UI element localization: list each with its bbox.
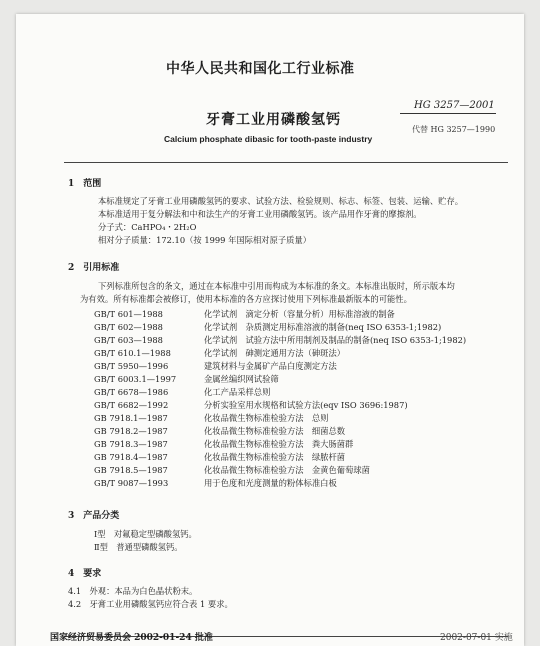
classification-line: Ⅰ型 对氟稳定型磷酸氢钙。 <box>94 529 197 539</box>
reference-item: GB 7918.5—1987 化妆品微生物标准检验方法 金黄色葡萄球菌 <box>94 465 370 475</box>
section-heading-scope: 1 范围 <box>68 179 102 189</box>
references-intro: 下列标准所包含的条文，通过在本标准中引用而构成为本标准的条文。本标准出版时，所示版本均 <box>98 281 455 291</box>
reference-item: GB/T 6678—1986 化工产品采样总则 <box>94 387 271 397</box>
reference-item: GB 7918.2—1987 化妆品微生物标准检验方法 细菌总数 <box>94 426 346 436</box>
standard-number: HG 3257—2001 <box>414 100 495 111</box>
section-heading-references: 2 引用标准 <box>68 263 120 273</box>
reference-item: GB/T 602—1988 化学试剂 杂质测定用标准溶液的制备(neq ISO 6353-1;1982) <box>94 322 442 332</box>
references-intro: 为有效。所有标准都会被修订，使用本标准的各方应探讨使用下列标准最新版本的可能性。 <box>80 294 412 304</box>
document-title-en: Calcium phosphate dibasic for tooth-paste industry <box>164 134 373 144</box>
molecular-formula: 分子式：CaHPO₄・2H₂O <box>98 222 197 232</box>
header-divider <box>64 162 508 163</box>
reference-item: GB 7918.4—1987 化妆品微生物标准检验方法 绿脓杆菌 <box>94 452 346 462</box>
effective-date-note: 2002-07-01 实施 <box>440 633 513 643</box>
requirement-line: 4.1 外观：本品为白色晶状粉末。 <box>68 586 198 596</box>
document-title-cn: 牙膏工业用磷酸氢钙 <box>206 112 341 128</box>
requirement-line: 4.2 牙膏工业用磷酸氢钙应符合表 1 要求。 <box>68 599 233 609</box>
reference-item: GB 7918.1—1987 化妆品微生物标准检验方法 总则 <box>94 413 329 423</box>
reference-item: GB/T 6682—1992 分析实验室用水规格和试验方法(eqv ISO 3696:1987) <box>94 400 408 410</box>
scope-line: 本标准适用于复分解法和中和法生产的牙膏工业用磷酸氢钙。该产品用作牙膏的摩擦剂。 <box>98 209 422 219</box>
document-page <box>16 14 524 646</box>
classification-line: Ⅱ型 普通型磷酸氢钙。 <box>94 542 183 552</box>
reference-item: GB/T 5950—1996 建筑材料与金属矿产品白度测定方法 <box>94 361 337 371</box>
reference-item: GB 7918.3—1987 化妆品微生物标准检验方法 粪大肠菌群 <box>94 439 354 449</box>
reference-item: GB/T 610.1—1988 化学试剂 砷测定通用方法（砷斑法） <box>94 348 346 358</box>
section-heading-requirements: 4 要求 <box>68 569 102 579</box>
molecular-weight: 相对分子质量：172.10（按 1999 年国际相对原子质量） <box>98 235 312 245</box>
replaces-note: 代替 HG 3257—1990 <box>412 125 496 134</box>
approval-note: 国家经济贸易委员会 2002-01-24 批准 <box>50 633 213 643</box>
scope-line: 本标准规定了牙膏工业用磷酸氢钙的要求、试验方法、检验规则、标志、标签、包装、运输、贮存。 <box>98 196 464 206</box>
reference-item: GB/T 601—1988 化学试剂 滴定分析（容量分析）用标准溶液的制备 <box>94 309 395 319</box>
reference-item: GB/T 6003.1—1997 金属丝编织网试验筛 <box>94 374 279 384</box>
standard-number-rule <box>400 113 496 114</box>
reference-item: GB/T 9087—1993 用于色度和光度测量的粉体标准白板 <box>94 478 337 488</box>
section-heading-classification: 3 产品分类 <box>68 511 120 521</box>
reference-item: GB/T 603—1988 化学试剂 试验方法中所用制剂及制品的制备(neq ISO 6353-1;1982) <box>94 335 467 345</box>
issuing-organization: 中华人民共和国化工行业标准 <box>166 61 355 77</box>
